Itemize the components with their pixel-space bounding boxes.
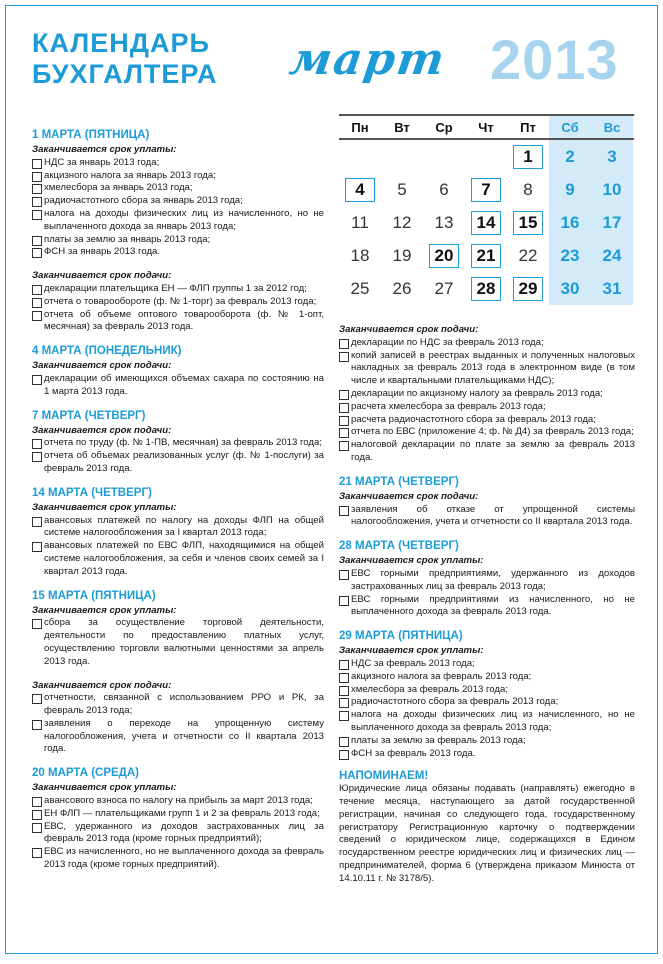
checklist-item: отчета об объеме оптового товарооборота (ф. № 1-опт, месячная) за февраль 2013 года. xyxy=(32,309,324,335)
weekday-label: Чт xyxy=(478,119,494,135)
deadline-day-number: 21 xyxy=(471,244,501,268)
calendar-weekday-header xyxy=(339,114,634,140)
checklist-item: отчета об объемах реализованных услуг (ф. № 1-послуги) за февраль 2013 года. xyxy=(32,450,324,476)
deadline-section xyxy=(32,589,324,757)
section-date-title: 20 МАРТА (СРЕДА) xyxy=(32,767,139,780)
group-subtitle: Заканчивается срок подачи: xyxy=(32,360,172,372)
checklist-item: НДС за февраль 2013 года; xyxy=(339,658,635,671)
section-date-title: 4 МАРТА (ПОНЕДЕЛЬНИК) xyxy=(32,345,182,358)
section-date-title: 7 МАРТА (ЧЕТВЕРГ) xyxy=(32,409,146,422)
checklist-item: платы за землю за январь 2013 года; xyxy=(32,234,324,247)
calendar-day xyxy=(423,140,465,173)
deadline-section xyxy=(32,486,324,579)
group-subtitle: Заканчивается срок подачи: xyxy=(339,324,479,335)
checklist-item: ЕН ФЛП — плательщиками групп 1 и 2 за февраль 2013 года; xyxy=(32,808,324,821)
checklist-item: налоговой декларации по плате за землю за февраль 2013 года. xyxy=(339,439,635,465)
group-subtitle: Заканчивается срок подачи: xyxy=(32,424,172,436)
deadlines-right-column xyxy=(339,324,635,885)
checklist-item: НДС за январь 2013 года; xyxy=(32,157,324,170)
checklist-item: отчета о товарообороте (ф. № 1-торг) за февраль 2013 года; xyxy=(32,296,324,309)
checklist-item: декларации об имеющихся объемах сахара по состоянию на 1 марта 2013 года. xyxy=(32,373,324,399)
checklist-item: ЕВС горными предприятиями, удержанного из доходов застрахованных лиц за февраль 2013 года; xyxy=(339,568,635,594)
weekday-label: Сб xyxy=(549,116,591,138)
calendar-week-row xyxy=(339,140,634,173)
deadline-section xyxy=(32,766,324,872)
month-name: март xyxy=(286,34,450,85)
deadline-section xyxy=(339,324,635,465)
deadline-section xyxy=(339,629,635,760)
calendar-day: 23 xyxy=(549,239,591,272)
calendar-day: 9 xyxy=(549,173,591,206)
checklist-item: декларации по акцизному налогу за февраль 2013 года; xyxy=(339,388,635,401)
calendar-day xyxy=(381,140,423,173)
deadline-day-number: 1 xyxy=(513,145,543,169)
calendar-day: 17 xyxy=(591,206,633,239)
checklist-item: расчета радиочастотного сбора за февраль 2013 года; xyxy=(339,414,635,427)
weekday-label: Пт xyxy=(520,119,536,135)
checklist-item: радиочастотного сбора за февраль 2013 года; xyxy=(339,696,635,709)
calendar-week-row xyxy=(339,206,634,239)
checklist-item: расчета хмелесбора за февраль 2013 года; xyxy=(339,401,635,414)
title-line-2: БУХГАЛТЕРА xyxy=(32,59,218,89)
checklist-item: авансовых платежей по налогу на доходы ФЛП на общей системе налогообложения за I квартал 2013 года; xyxy=(32,515,324,541)
calendar-day xyxy=(339,173,381,206)
calendar-day: 24 xyxy=(591,239,633,272)
checklist-item: копий записей в реестрах выданных и полученных налоговых накладных за февраль 2013 года в электронном виде (в том числе и квартальными плательщиками НДС); xyxy=(339,350,635,388)
calendar-day: 25 xyxy=(350,278,370,298)
checklist-item: заявления об отказе от упрощенной системы налогообложения, учета и отчетности со II квартала 2013 года. xyxy=(339,504,635,530)
calendar-day: 12 xyxy=(392,212,412,232)
checklist-item: отчета по ЕВС (приложение 4; ф. № Д4) за февраль 2013 года; xyxy=(339,426,635,439)
group-subtitle: Заканчивается срок подачи: xyxy=(339,490,479,502)
deadline-day-number: 14 xyxy=(471,211,501,235)
checklist-item: отчетности, связанной с использованием РРО и РК, за февраль 2013 года; xyxy=(32,692,324,718)
weekday-label: Ср xyxy=(435,119,453,135)
calendar-day xyxy=(423,239,465,272)
section-date-title: 21 МАРТА (ЧЕТВЕРГ) xyxy=(339,475,459,488)
group-subtitle: Заканчивается срок уплаты: xyxy=(32,144,177,155)
checklist-item: хмелесбора за февраль 2013 года; xyxy=(339,684,635,697)
deadline-section xyxy=(32,409,324,476)
calendar-day: 8 xyxy=(523,179,533,199)
section-date-title: 14 МАРТА (ЧЕТВЕРГ) xyxy=(32,486,152,499)
checklist-item: акцизного налога за январь 2013 года; xyxy=(32,170,324,183)
weekday-label: Пн xyxy=(351,119,369,135)
deadline-day-number: 20 xyxy=(429,244,459,268)
checklist-item: ЕВС, удержанного из доходов застрахованных лиц за февраль 2013 года (кроме горных предприятий); xyxy=(32,821,324,847)
calendar-day xyxy=(339,140,381,173)
calendar-day: 19 xyxy=(392,245,412,265)
calendar-day: 16 xyxy=(549,206,591,239)
checklist-item: авансовых платежей по ЕВС ФЛП, находящимися на общей системе налогообложения, за себя и членов своих семей за I квартал 2013 года. xyxy=(32,540,324,578)
calendar-day: 5 xyxy=(397,179,407,199)
deadline-day-number: 4 xyxy=(345,178,375,202)
section-date-title: 29 МАРТА (ПЯТНИЦА) xyxy=(339,630,463,643)
deadline-day-number: 7 xyxy=(471,178,501,202)
calendar-day: 26 xyxy=(392,278,412,298)
calendar-day: 11 xyxy=(351,212,369,232)
group-subtitle: Заканчивается срок подачи: xyxy=(32,270,172,282)
calendar-day xyxy=(507,272,549,305)
checklist-item: ФСН за февраль 2013 года. xyxy=(339,748,635,761)
calendar-week-row xyxy=(339,239,634,272)
section-date-title: 15 МАРТА (ПЯТНИЦА) xyxy=(32,589,156,602)
checklist-item: налога на доходы физических лиц из начисленного, но не выплаченного дохода за февраль 2013 года; xyxy=(339,709,635,735)
calendar-day xyxy=(465,173,507,206)
calendar-day xyxy=(465,140,507,173)
deadline-section xyxy=(339,475,635,529)
calendar-day xyxy=(507,206,549,239)
calendar-week-row xyxy=(339,272,634,305)
checklist-item: платы за землю за февраль 2013 года; xyxy=(339,735,635,748)
deadline-day-number: 29 xyxy=(513,277,543,301)
group-subtitle: Заканчивается срок уплаты: xyxy=(32,501,177,513)
checklist-item: ФСН за январь 2013 года. xyxy=(32,246,324,259)
checklist-item: авансового взноса по налогу на прибыль за март 2013 года; xyxy=(32,795,324,808)
calendar-day xyxy=(465,272,507,305)
calendar-day: 27 xyxy=(434,278,454,298)
deadline-section xyxy=(32,128,324,334)
deadlines-left-column xyxy=(32,128,324,882)
weekday-label: Вт xyxy=(394,119,410,135)
calendar-day: 10 xyxy=(591,173,633,206)
deadline-day-number: 15 xyxy=(513,211,543,235)
calendar-day: 30 xyxy=(549,272,591,305)
group-subtitle: Заканчивается срок уплаты: xyxy=(32,604,177,616)
calendar-day: 31 xyxy=(591,272,633,305)
calendar-day: 22 xyxy=(518,245,538,265)
checklist-item: налога на доходы физических лиц из начисленного, но не выплаченного дохода за январь 2013 года; xyxy=(32,208,324,234)
checklist-item: декларации плательщика ЕН — ФЛП группы 1 за 2012 год; xyxy=(32,283,324,296)
checklist-item: заявления о переходе на упрощенную систему налогообложения, учета и отчетности со II квартала 2013 года. xyxy=(32,718,324,756)
checklist-item: отчета по труду (ф. № 1-ПВ, месячная) за февраль 2013 года; xyxy=(32,437,324,450)
group-subtitle: Заканчивается срок уплаты: xyxy=(339,645,484,657)
checklist-item: ЕВС из начисленного, но не выплаченного дохода за февраль 2013 года (кроме горных предприятий). xyxy=(32,846,324,872)
calendar-week-row xyxy=(339,173,634,206)
checklist-item: радиочастотного сбора за январь 2013 года; xyxy=(32,195,324,208)
deadline-section xyxy=(339,539,635,619)
section-date-title: 1 МАРТА (ПЯТНИЦА) xyxy=(32,129,150,141)
deadline-day-number: 28 xyxy=(471,277,501,301)
checklist-item: хмелесбора за январь 2013 года; xyxy=(32,182,324,195)
deadline-section xyxy=(32,344,324,398)
reminder-title: НАПОМИНАЕМ! xyxy=(339,770,429,783)
section-date-title: 28 МАРТА (ЧЕТВЕРГ) xyxy=(339,540,459,553)
calendar-day xyxy=(465,239,507,272)
group-subtitle: Заканчивается срок уплаты: xyxy=(32,782,177,794)
title-line-1: КАЛЕНДАРЬ xyxy=(32,28,210,58)
year: 2013 xyxy=(490,28,619,91)
calendar-day xyxy=(465,206,507,239)
group-subtitle: Заканчивается срок подачи: xyxy=(32,679,172,691)
calendar-day: 6 xyxy=(439,179,449,199)
checklist-item: декларации по НДС за февраль 2013 года; xyxy=(339,337,635,350)
calendar-day: 13 xyxy=(434,212,454,232)
reminder-text: Юридические лица обязаны подавать (направлять) ежегодно в течение месяца, наступающего за датой государственной регистрации, начиная со следующего года, государственному регистратору Регистрационную карточку о подтверждении сведений о юридическом лице, содержащихся в Едином государственном реестре юридических лиц и физических лиц — предпринимателей, форма 6 (утверждена приказом Минюста от 14.10.11 г. № 3178/5). xyxy=(339,783,635,884)
month-calendar xyxy=(339,114,634,305)
calendar-page xyxy=(5,5,658,954)
calendar-day: 3 xyxy=(591,140,633,173)
checklist-item: сбора за осуществление торговой деятельности, деятельности по предоставлению платных услуг, осуществлению торговли валютными ценностями за апрель 2013 года. xyxy=(32,617,324,668)
calendar-day: 2 xyxy=(549,140,591,173)
checklist-item: акцизного налога за февраль 2013 года; xyxy=(339,671,635,684)
group-subtitle: Заканчивается срок уплаты: xyxy=(339,555,484,567)
calendar-day xyxy=(507,140,549,173)
checklist-item: ЕВС горными предприятиями из начисленного, но не выплаченного дохода за февраль 2013 года. xyxy=(339,594,635,620)
weekday-label: Вс xyxy=(591,116,633,138)
calendar-day: 18 xyxy=(350,245,370,265)
page-title xyxy=(32,28,218,90)
